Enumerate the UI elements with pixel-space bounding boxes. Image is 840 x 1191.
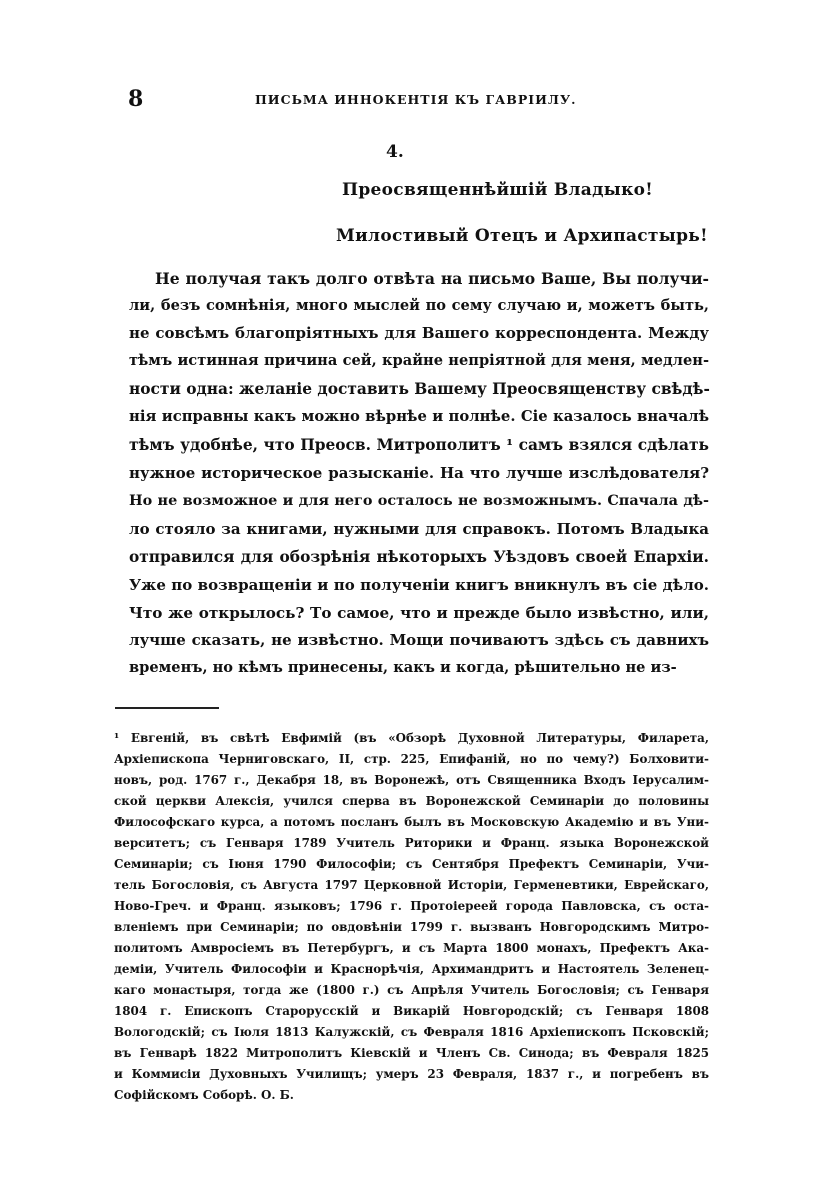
- page-number: 8: [128, 86, 144, 112]
- salutation-line-1: Преосвященнѣйшій Владыко!: [342, 180, 654, 200]
- footnote-line: Архіепископа Черниговскаго, II, стр. 225, Епифаній, но по чему?) Болховити-: [114, 752, 709, 766]
- footnote-line: новъ, род. 1767 г., Декабря 18, въ Воронежѣ, отъ Священника Входъ Іерусалим-: [114, 773, 709, 787]
- footnote-rule: [115, 707, 219, 709]
- body-line: тѣмъ удобнѣе, что Преосв. Митрополитъ ¹ самъ взялся сдѣлать: [129, 436, 709, 454]
- letter-number: 4.: [386, 142, 404, 162]
- body-line: нужное историческое разысканіе. На что лучше изслѣдователя?: [129, 464, 709, 482]
- footnote-line: тель Богословія, съ Августа 1797 Церковной Исторіи, Герменевтики, Еврейскаго,: [114, 878, 709, 892]
- footnote-line: ¹ Евгеній, въ свѣтѣ Евфимій (въ «Обзорѣ Духовной Литературы, Филарета,: [114, 731, 709, 745]
- body-line: нія исправны какъ можно вѣрнѣе и полнѣе. Сіе казалось вначалѣ: [129, 408, 709, 425]
- footnote-line: вленіемъ при Семинаріи; по овдовѣніи 1799 г. вызванъ Новгородскимъ Митро-: [114, 920, 709, 934]
- footnote-line: ской церкви Алексія, учился сперва въ Воронежской Семинаріи до половины: [114, 794, 709, 808]
- body-line: Не получая такъ долго отвѣта на письмо Ваше, Вы получи-: [155, 269, 709, 288]
- body-line: ли, безъ сомнѣнія, много мыслей по сему случаю и, можетъ быть,: [129, 297, 709, 314]
- footnote-line: деміи, Учитель Философіи и Краснорѣчія, Архимандритъ и Настоятель Зеленец-: [114, 962, 709, 976]
- footnote-line: въ Генварѣ 1822 Митрополитъ Кіевскій и Членъ Св. Синода; въ Февраля 1825: [114, 1046, 709, 1060]
- body-line: ло стояло за книгами, нужными для справокъ. Потомъ Владыка: [129, 520, 709, 538]
- footnote-line: верситетъ; съ Генваря 1789 Учитель Риторики и Франц. языка Воронежской: [114, 836, 709, 850]
- body-line: Уже по возвращеніи и по полученіи книгъ вникнулъ въ сіе дѣло.: [129, 576, 709, 594]
- footnote-line: Софійскомъ Соборѣ. О. Б.: [114, 1088, 294, 1102]
- footnote-line: Семинаріи; съ Іюня 1790 Философіи; съ Сентября Префектъ Семинаріи, Учи-: [114, 857, 709, 871]
- body-line: временъ, но кѣмъ принесены, какъ и когда, рѣшительно не из-: [129, 659, 677, 676]
- running-header: ПИСЬМА ИННОКЕНТІЯ КЪ ГАВРІИЛУ.: [255, 92, 577, 107]
- footnote-line: каго монастыря, тогда же (1800 г.) съ Апрѣля Учитель Богословія; съ Генваря: [114, 983, 709, 997]
- footnote-line: 1804 г. Епископъ Старорусскій и Викарій Новгородскій; съ Генваря 1808: [114, 1004, 709, 1018]
- footnote-line: и Коммисіи Духовныхъ Училищъ; умеръ 23 Февраля, 1837 г., и погребенъ въ: [114, 1067, 709, 1081]
- body-line: тѣмъ истинная причина сей, крайне непріятной для меня, медлен-: [129, 352, 709, 369]
- body-line: лучше сказать, не извѣстно. Мощи почиваютъ здѣсь съ давнихъ: [129, 631, 709, 649]
- body-line: отправился для обозрѣнія нѣкоторыхъ Уѣздовъ своей Епархіи.: [129, 548, 709, 566]
- salutation-line-2: Милостивый Отецъ и Архипастырь!: [336, 226, 708, 246]
- footnote-line: Философскаго курса, а потомъ посланъ былъ въ Московскую Академію и въ Уни-: [114, 815, 709, 829]
- body-line: ности одна: желаніе доставить Вашему Преосвященству свѣдѣ-: [129, 380, 710, 398]
- footnote-line: Вологодскій; съ Іюля 1813 Калужскій, съ Февраля 1816 Архіепископъ Псковскій;: [114, 1025, 709, 1039]
- footnote-line: политомъ Амвросіемъ въ Петербургъ, и съ Марта 1800 монахъ, Префектъ Ака-: [114, 941, 709, 955]
- body-line: не совсѣмъ благопріятныхъ для Вашего корреспондента. Между: [129, 324, 709, 342]
- footnote-line: Ново-Греч. и Франц. языковъ; 1796 г. Протоіереей города Павловска, съ оста-: [114, 899, 709, 913]
- body-line: Что же открылось? То самое, что и прежде было извѣстно, или,: [129, 604, 709, 622]
- body-line: Но не возможное и для него осталось не возможнымъ. Спачала дѣ-: [129, 492, 709, 509]
